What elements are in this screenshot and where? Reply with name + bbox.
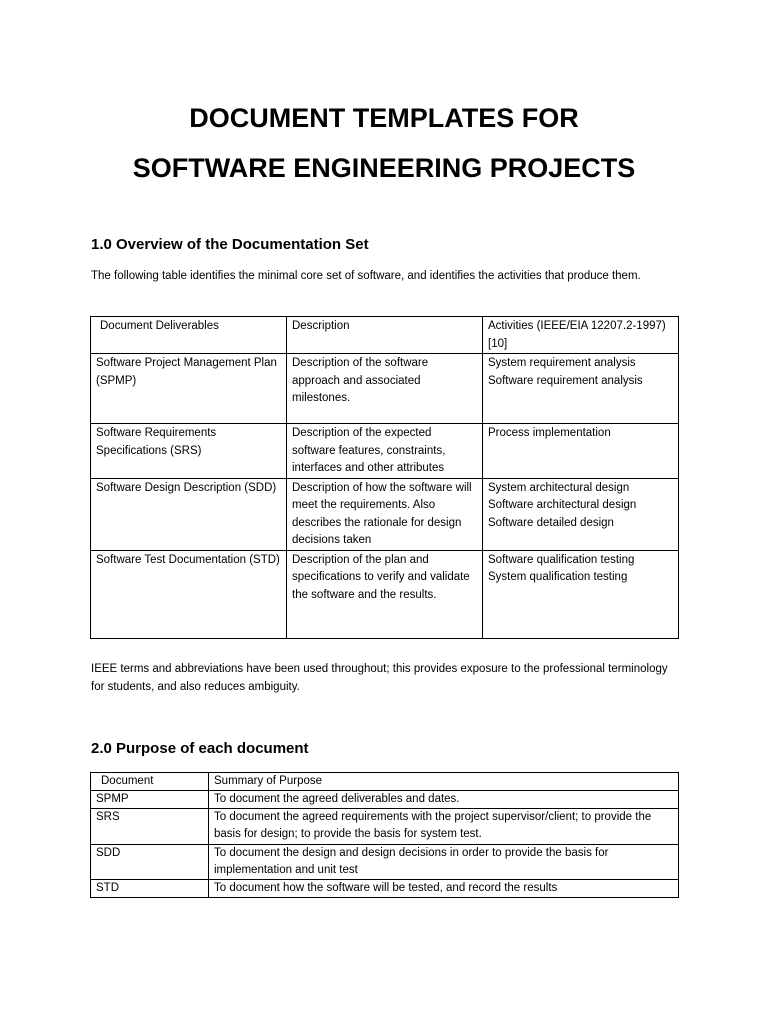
table-cell: Software Design Description (SDD) <box>91 478 287 550</box>
table-header-row <box>91 773 679 791</box>
title-line-1: DOCUMENT TEMPLATES FOR <box>189 103 579 133</box>
table-cell: Software qualification testing System qualification testing <box>483 550 679 638</box>
table-row <box>91 809 679 845</box>
table-row <box>91 424 679 479</box>
section-1-intro: The following table identifies the minimal core set of software, and identifies the activities that produce them. <box>91 270 641 282</box>
table-row <box>91 880 679 898</box>
table-cell: Description of the software approach and associated milestones. <box>287 354 483 424</box>
table-cell: SDD <box>91 845 209 880</box>
table-row <box>91 478 679 550</box>
title-line-2: SOFTWARE ENGINEERING PROJECTS <box>132 153 636 183</box>
header-cell: Summary of Purpose <box>209 773 679 791</box>
table-cell: Description of the expected software features, constraints, interfaces and other attributes <box>287 424 483 479</box>
header-cell: Activities (IEEE/EIA 12207.2-1997) [10] <box>483 317 679 354</box>
table-cell: Software Test Documentation (STD) <box>91 550 287 638</box>
header-cell: Document Deliverables <box>91 317 287 354</box>
table-cell: To document the design and design decisions in order to provide the basis for implementation and unit test <box>209 845 679 880</box>
purpose-table <box>90 772 679 898</box>
table-row <box>91 354 679 424</box>
table-cell: Software Requirements Specifications (SRS) <box>91 424 287 479</box>
table-cell: System requirement analysis Software requirement analysis <box>483 354 679 424</box>
terminology-note: IEEE terms and abbreviations have been used throughout; this provides exposure to the professional terminology for students, and also reduces ambiguity. <box>91 663 668 693</box>
document-title <box>0 93 768 193</box>
table-cell: System architectural design Software architectural design Software detailed design <box>483 478 679 550</box>
table-row <box>91 550 679 638</box>
table-cell: Description of how the software will meet the requirements. Also describes the rationale for design decisions taken <box>287 478 483 550</box>
section-1-heading: 1.0 Overview of the Documentation Set <box>91 236 369 253</box>
table-cell: Description of the plan and specifications to verify and validate the software and the results. <box>287 550 483 638</box>
table-cell: SPMP <box>91 791 209 809</box>
table-row <box>91 791 679 809</box>
table-cell: SRS <box>91 809 209 845</box>
table-cell: STD <box>91 880 209 898</box>
table-row <box>91 845 679 880</box>
table-cell: To document the agreed deliverables and dates. <box>209 791 679 809</box>
table-cell: Software Project Management Plan (SPMP) <box>91 354 287 424</box>
table-header-row <box>91 317 679 354</box>
table-cell: Process implementation <box>483 424 679 479</box>
table-cell: To document how the software will be tested, and record the results <box>209 880 679 898</box>
header-cell: Document <box>91 773 209 791</box>
header-cell: Description <box>287 317 483 354</box>
table-cell: To document the agreed requirements with the project supervisor/client; to provide the basis for design; to provide the basis for system test. <box>209 809 679 845</box>
deliverables-table <box>90 316 679 639</box>
section-2-heading: 2.0 Purpose of each document <box>91 740 309 757</box>
